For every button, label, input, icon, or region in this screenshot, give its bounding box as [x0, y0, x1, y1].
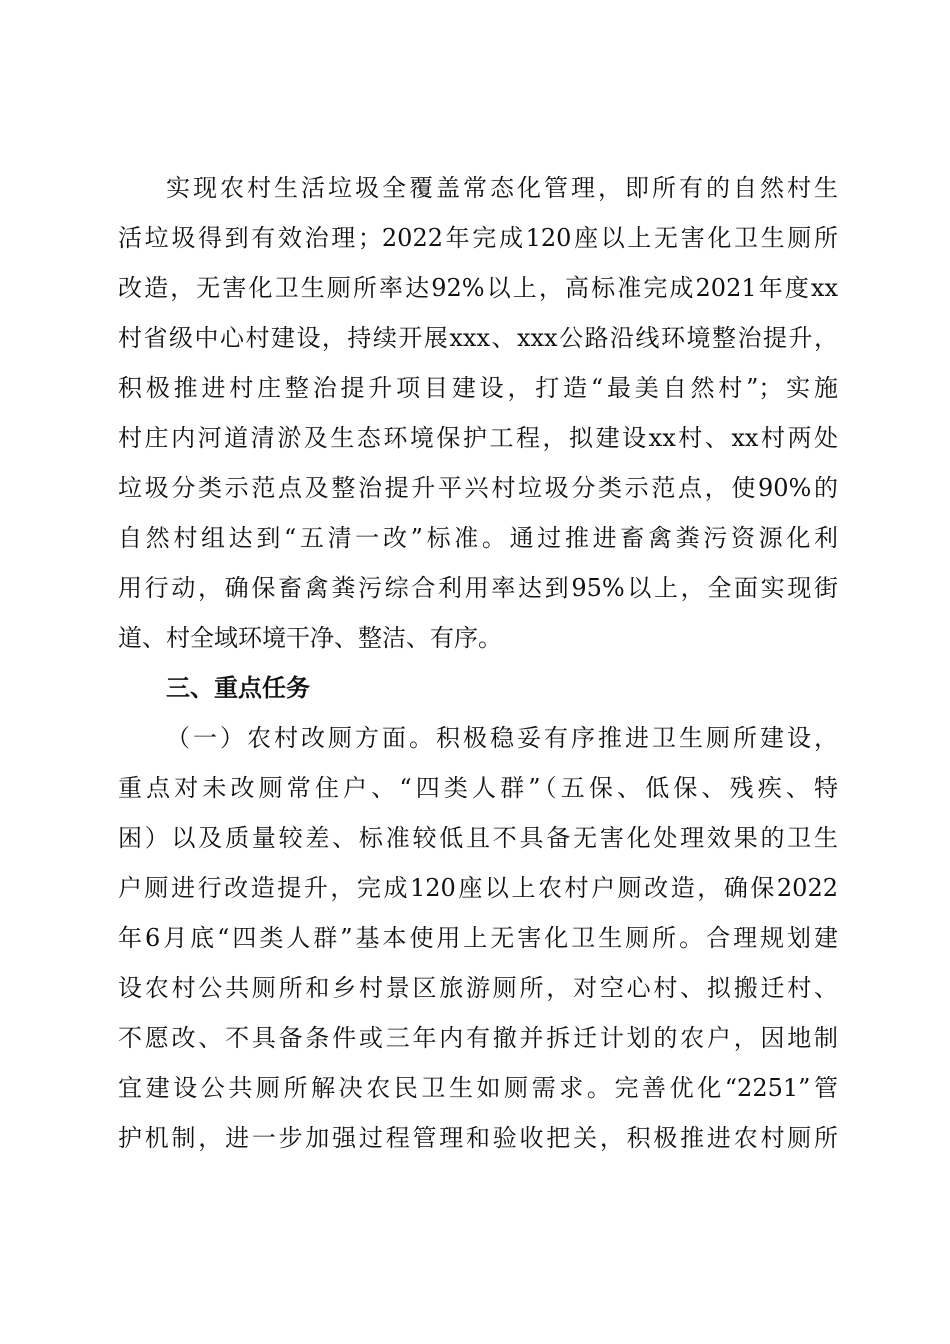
paragraph-line: 护机制，进一步加强过程管理和验收把关，积极推进农村厕所 — [118, 1124, 838, 1152]
paragraph-line: 设农村公共厕所和乡村景区旅游厕所，对空心村、拟搬迁村、 — [118, 974, 838, 1002]
paragraph-line: 困）以及质量较差、标准较低且不具备无害化处理效果的卫生 — [118, 824, 838, 852]
paragraph-line: 道、村全域环境干净、整洁、有序。 — [118, 624, 502, 652]
paragraph-line: 不愿改、不具备条件或三年内有撤并拆迁计划的农户，因地制 — [118, 1024, 838, 1052]
paragraph-line: 活垃圾得到有效治理；2022年完成120座以上无害化卫生厕所 — [118, 224, 838, 252]
paragraph-line: （一）农村改厕方面。积极稳妥有序推进卫生厕所建设， — [166, 724, 838, 752]
paragraph-line: 年6月底“四类人群”基本使用上无害化卫生厕所。合理规划建 — [118, 924, 838, 952]
paragraph-line: 重点对未改厕常住户、“四类人群”（五保、低保、残疾、特 — [118, 774, 838, 802]
paragraph-line: 实现农村生活垃圾全覆盖常态化管理，即所有的自然村生 — [166, 174, 838, 202]
paragraph-line: 积极推进村庄整治提升项目建设，打造“最美自然村”；实施 — [118, 374, 838, 402]
paragraph-line: 宜建设公共厕所解决农民卫生如厕需求。完善优化“2251”管 — [118, 1074, 838, 1102]
paragraph-line: 村省级中心村建设，持续开展xxx、xxx公路沿线环境整治提升， — [118, 324, 838, 352]
paragraph-line: 户厕进行改造提升，完成120座以上农村户厕改造，确保2022 — [118, 874, 838, 902]
paragraph-line: 用行动，确保畜禽粪污综合利用率达到95%以上，全面实现街 — [118, 574, 838, 602]
section-heading: 三、重点任务 — [166, 674, 310, 702]
paragraph-line: 垃圾分类示范点及整治提升平兴村垃圾分类示范点，使90%的 — [118, 474, 838, 502]
paragraph-line: 自然村组达到“五清一改”标准。通过推进畜禽粪污资源化利 — [118, 524, 838, 552]
paragraph-line: 改造，无害化卫生厕所率达92%以上，高标准完成2021年度xx — [118, 274, 838, 302]
paragraph-line: 村庄内河道清淤及生态环境保护工程，拟建设xx村、xx村两处 — [118, 424, 838, 452]
